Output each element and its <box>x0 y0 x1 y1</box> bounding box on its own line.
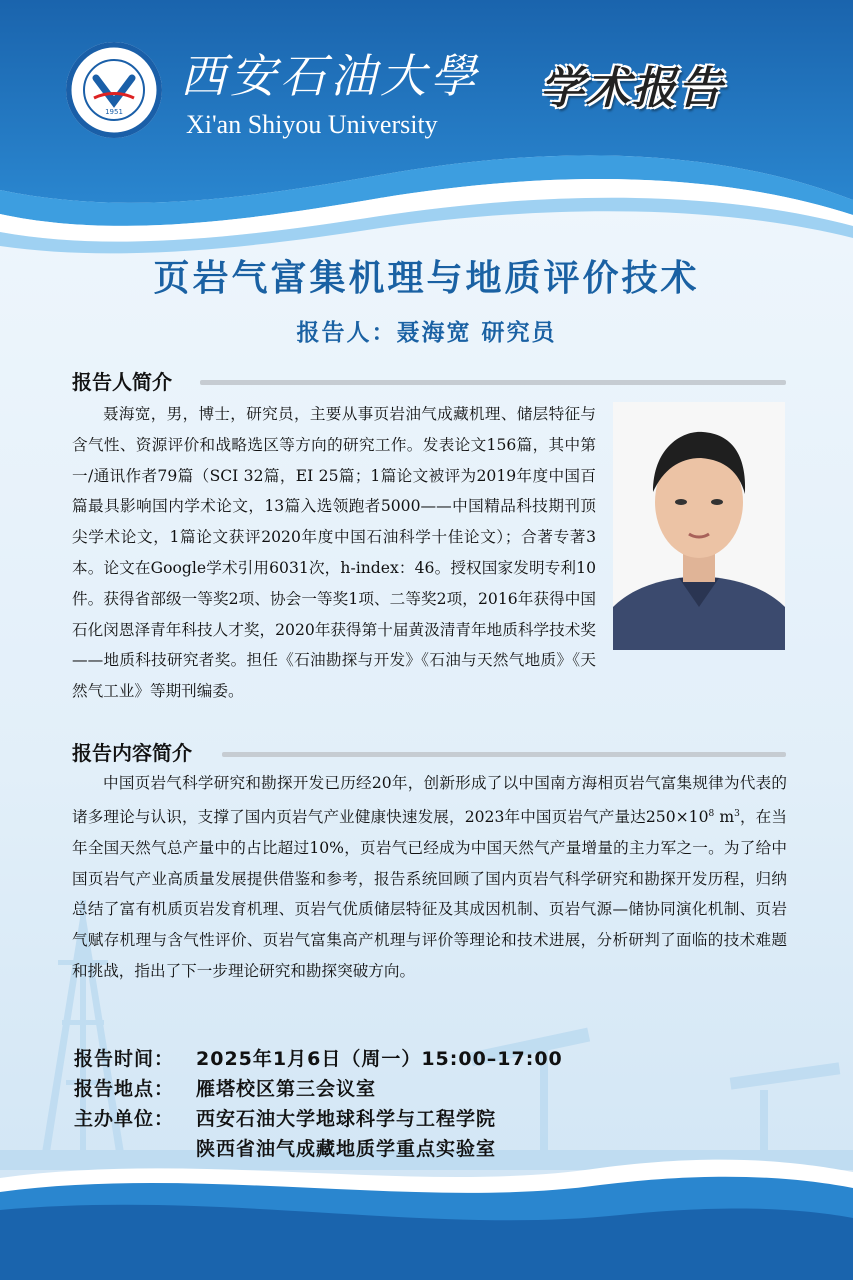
info-host-row <box>74 1104 496 1131</box>
academic-report-badge: 学术报告 <box>540 63 724 114</box>
superscript-unit: 3 <box>734 808 740 819</box>
content-heading: 报告内容简介 <box>72 741 192 765</box>
svg-text:1951: 1951 <box>105 108 123 116</box>
superscript-exponent: 8 <box>708 808 715 819</box>
time-value: 2025年1月6日（周一）15:00–17:00 <box>196 1048 563 1070</box>
bio-text-block <box>72 399 782 707</box>
bio-paragraph: 聂海宽，男，博士，研究员，主要从事页岩油气成藏机理、储层特征与含气性、资源评价和战略选区等方向的研究工作。发表论文156篇，其中第一/通讯作者79篇（SCI 32篇，EI 25篇；1篇论文被评为2019年度中国百篇最具影响国内学术论文，13篇入选领跑者5000——中国精品科技期刊顶尖学术论文，1篇论文获评2020年度中国石油科学十佳论文）；合著专著3本。论文在Google学术引用6031次，h-index：46。授权国家发明专利10件。获得省部级一等奖2项、协会一等奖1项、二等奖2项，2016年获得中国石化闵恩泽青年科技人才奖，2020年获得第十届黄汲清青年地质科学技术奖——地质科技研究者奖。担任《石油勘探与开发》《石油与天然气地质》《天然气工业》等期刊编委。 <box>72 405 596 701</box>
info-host-row-2 <box>196 1134 496 1161</box>
host-value-1: 西安石油大学地球科学与工程学院 <box>196 1108 497 1130</box>
host-value-2: 陕西省油气成藏地质学重点实验室 <box>196 1138 497 1160</box>
bio-heading: 报告人简介 <box>72 370 172 394</box>
university-logo <box>66 42 162 138</box>
photo-spacer <box>604 402 782 648</box>
host-label: 主办单位： <box>74 1108 175 1130</box>
info-place-row <box>74 1074 376 1101</box>
content-paragraph-unit: m <box>714 807 735 826</box>
logo-emblem-icon <box>66 42 162 138</box>
time-label: 报告时间： <box>74 1048 175 1070</box>
content-text-block <box>72 768 787 987</box>
content-paragraph-part2: ，在当年全国天然气总产量中的占比超过10%，页岩气已经成为中国天然气产量增量的主力军之一。为了给中国页岩气产业高质量发展提供借鉴和参考，报告系统回顾了国内页岩气科学研究和勘探开发历程，归纳总结了富有机质页岩发育机理、页岩气优质储层特征及其成因机制、页岩气源—储协同演化机制、页岩气赋存机理与含气性评价、页岩气富集高产机理与评价等理论和技术进展，分析研判了面临的技术难题和挑战，指出了下一步理论研究和勘探突破方向。 <box>72 807 787 980</box>
place-label: 报告地点： <box>74 1078 175 1100</box>
university-name-chinese: 西安石油大學 <box>180 49 480 103</box>
section-divider <box>222 752 786 757</box>
university-name-english: Xi'an Shiyou University <box>186 110 438 139</box>
content-paragraph-part1: 中国页岩气科学研究和勘探开发已历经20年，创新形成了以中国南方海相页岩气富集规律为代表的诸多理论与认识，支撑了国内页岩气产业健康快速发展，2023年中国页岩气产量达250×10 <box>72 774 787 826</box>
report-title: 页岩气富集机理与地质评价技术 <box>153 258 700 299</box>
place-value: 雁塔校区第三会议室 <box>196 1078 377 1100</box>
info-time-row <box>74 1044 563 1071</box>
section-divider <box>200 380 786 385</box>
speaker-line: 报告人：聂海宽 研究员 <box>296 320 557 346</box>
